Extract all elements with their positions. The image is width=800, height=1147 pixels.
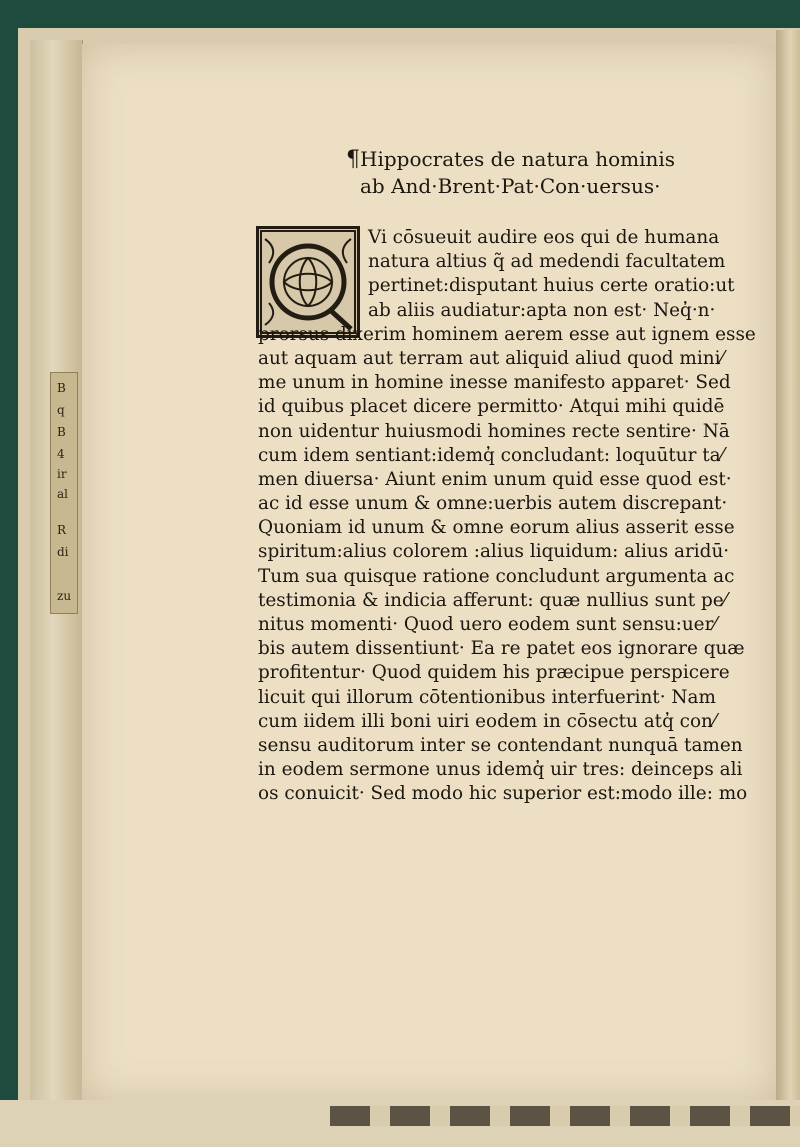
text-line: cum idem sentiant:idemq̓ concludant: loquūtur ta⁄ — [258, 444, 724, 466]
slip-text: B — [57, 425, 66, 439]
slip-text: di — [57, 545, 69, 559]
heading-line-2: ab And·Brent·Pat·Con·uersus· — [360, 174, 661, 198]
slip-text: q — [57, 403, 65, 417]
text-line: natura altius q̃ ad medendi facultatem — [368, 251, 726, 273]
text-line: sensu auditorum inter se contendant nunquā tamen — [258, 734, 743, 756]
text-line: ac id esse unum & omne:uerbis autem discrepant· — [258, 493, 728, 515]
text-line: aut aquam aut terram aut aliquid aliud quod mini⁄ — [258, 347, 724, 369]
bottom-shadow — [330, 1106, 800, 1126]
text-line: Quoniam id unum & omne eorum alius asserit esse — [258, 517, 735, 539]
slip-text: al — [57, 487, 68, 501]
page-edge-right — [776, 30, 800, 1120]
slip-text: ir — [57, 467, 67, 481]
heading-line-1 — [346, 146, 675, 173]
text-line: me unum in homine inesse manifesto apparet· Sed — [258, 372, 731, 394]
margin-slip — [50, 372, 78, 614]
text-line: pertinet:disputant huius certe oratio:ut — [368, 275, 735, 297]
text-line: nitus momenti· Quod uero eodem sunt sensu:uer⁄ — [258, 614, 717, 635]
text-line: id quibus placet dicere permitto· Atqui mihi quidē — [258, 396, 725, 418]
text-line: men diuersa· Aiunt enim unum quid esse quod est· — [258, 468, 732, 490]
slip-text: zu — [57, 589, 72, 603]
slip-text: 4 — [57, 447, 65, 461]
text-line: ab aliis audiatur:apta non est· Neq̓·n· — [368, 299, 716, 321]
text-line: bis autem dissentiunt· Ea re patet eos ignorare quæ — [258, 638, 745, 660]
text-line: prorsus dixerim hominem aerem esse aut ignem esse — [258, 323, 756, 345]
text-line: in eodem sermone unus idemq̓ uir tres: deinceps ali — [258, 759, 743, 781]
text-line: testimonia & indicia afferunt: quæ nullius sunt pe⁄ — [258, 589, 727, 611]
text-line: Tum sua quisque ratione concludunt argumenta ac — [258, 565, 735, 587]
text-line: spiritum:alius colorem :alius liquidum: alius aridū· — [258, 541, 730, 563]
text-line: os conuicit· Sed modo hic superior est:modo ille: mo — [258, 783, 748, 805]
slip-text: B — [57, 381, 66, 395]
body-text — [258, 226, 756, 807]
text-line: cum iidem illi boni uiri eodem in cōsectu atq̓ con⁄ — [258, 710, 716, 732]
text-line: non uidentur huiusmodi homines recte sentire· Nā — [258, 420, 730, 442]
text-line: profitentur· Quod quidem his præcipue perspicere — [258, 662, 730, 684]
pilcrow-icon: ¶ — [346, 147, 360, 172]
text-line: Vi cōsueuit audire eos qui de humana — [368, 227, 720, 248]
heading-title: Hippocrates de natura hominis — [360, 147, 676, 171]
page-heading — [346, 146, 675, 200]
text-line: licuit qui illorum cōtentionibus interfuerint· Nam — [258, 686, 716, 708]
slip-text: R — [57, 523, 67, 537]
